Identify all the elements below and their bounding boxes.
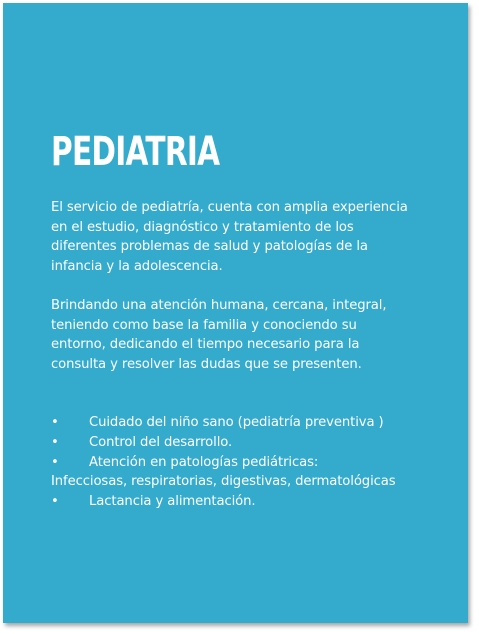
list-item-label: Cuidado del niño sano (pediatría preventiva ) (89, 415, 384, 431)
list-item (51, 453, 456, 473)
list-item (51, 433, 456, 453)
list-item-continuation: Infecciosas, respiratorias, digestivas, dermatológicas (51, 474, 396, 490)
list-item-label: Lactancia y alimentación. (89, 493, 256, 509)
list-item-label: Atención en patologías pediátricas: (89, 454, 319, 470)
service-description (51, 198, 456, 511)
service-card (3, 3, 468, 623)
page-title: PEDIATRIA (51, 129, 220, 175)
bullet-icon: • (51, 454, 59, 470)
bullet-icon: • (51, 434, 59, 450)
approach-paragraph: Brindando una atención humana, cercana, integral, teniendo como base la familia y conociendo su entorno, dedicando el tiempo necesario para la consulta y resolver las dudas que se presenten. (51, 297, 387, 372)
list-item (51, 492, 456, 512)
services-list (51, 413, 456, 511)
list-item-label: Control del desarrollo. (89, 434, 233, 450)
bullet-icon: • (51, 415, 59, 431)
intro-paragraph: El servicio de pediatría, cuenta con amplia experiencia en el estudio, diagnóstico y tratamiento de los diferentes problemas de salud y patologías de la infancia y la adolescencia. (51, 200, 408, 274)
list-item (51, 413, 456, 433)
bullet-icon: • (51, 493, 59, 509)
